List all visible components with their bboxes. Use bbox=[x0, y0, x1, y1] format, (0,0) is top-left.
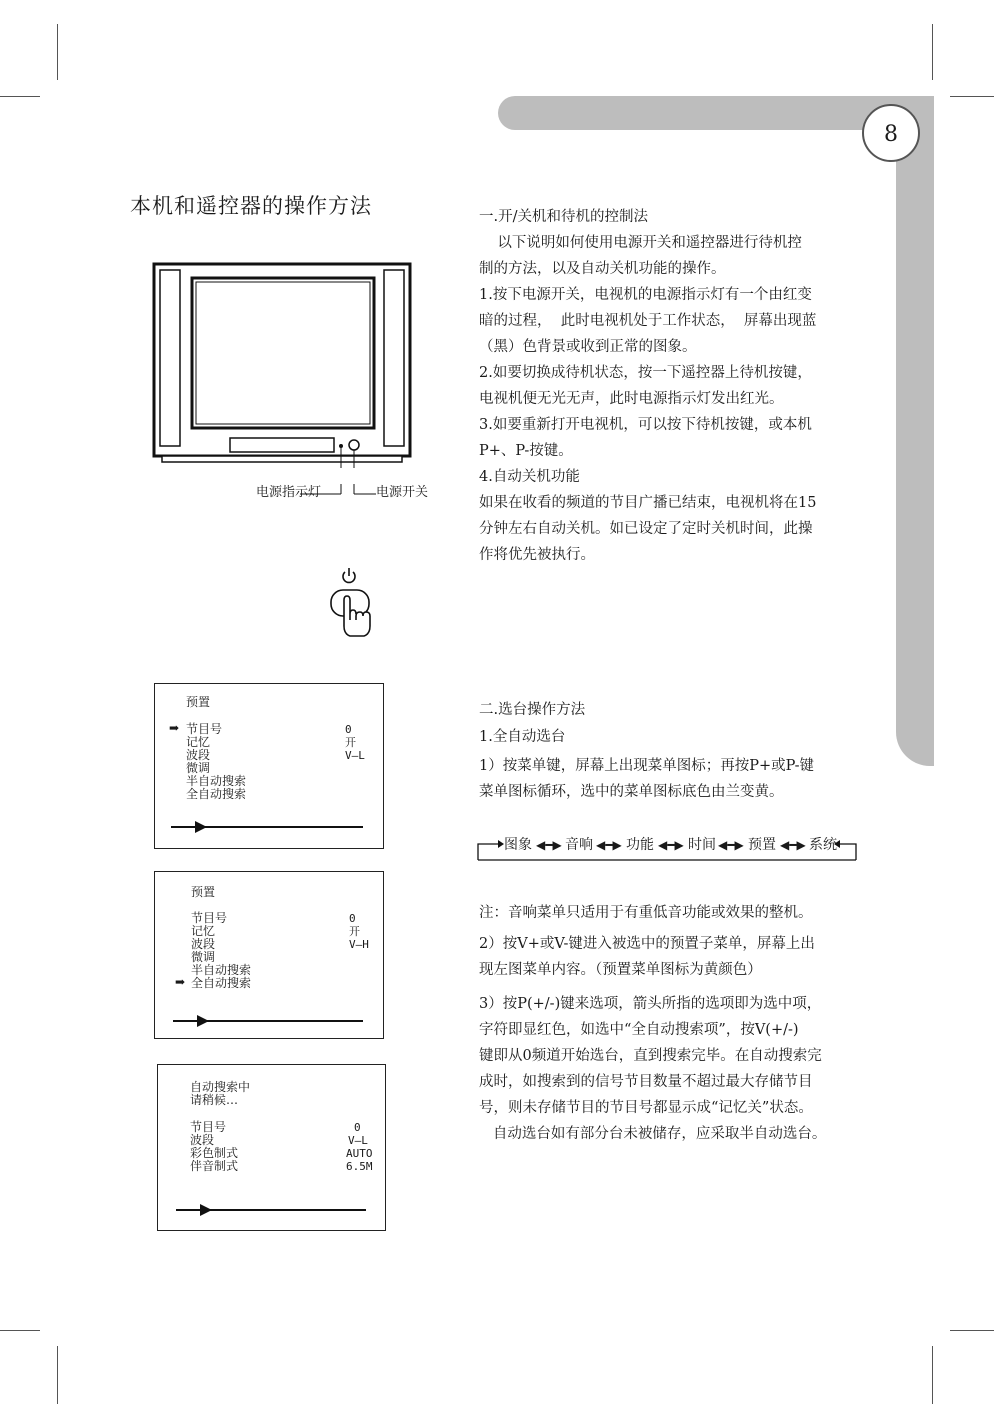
menu-value: 6.5M bbox=[346, 1160, 373, 1173]
crop-mark bbox=[932, 24, 933, 80]
menu-value: 0 bbox=[349, 912, 356, 925]
section1-line: 2.如要切换成待机状态，按一下遥控器上待机按键， bbox=[479, 365, 812, 381]
page-title: 本机和遥控器的操作方法 bbox=[130, 194, 372, 218]
section2-line: 自动选台如有部分台未被储存，应采取半自动选台。 bbox=[479, 1126, 827, 1142]
crop-mark bbox=[0, 1330, 40, 1331]
label-power-switch: 电源开关 bbox=[376, 485, 429, 500]
section2-line: 键即从0频道开始选台，直到搜索完毕。在自动搜索完 bbox=[479, 1048, 822, 1064]
menu-value: V—L bbox=[345, 749, 365, 762]
double-arrow-icon: ◀━▶ bbox=[536, 838, 562, 852]
section2-note: 注：音响菜单只适用于有重低音功能或效果的整机。 bbox=[479, 905, 813, 921]
tv-illustration bbox=[150, 258, 420, 468]
preset-menu-2 bbox=[154, 871, 384, 1039]
selection-arrow-icon: ➡ bbox=[175, 975, 186, 989]
cycle-item-preset: 预置 bbox=[748, 837, 776, 853]
double-arrow-icon: ◀━▶ bbox=[718, 838, 744, 852]
menu-value: 0 bbox=[354, 1121, 361, 1134]
section2-line: 2）按V+或V-键进入被选中的预置子菜单，屏幕上出 bbox=[479, 936, 815, 952]
menu-title-line: 自动搜索中 bbox=[190, 1080, 251, 1094]
menu-title-line: 请稍候… bbox=[190, 1093, 239, 1107]
menu-item: 微调 bbox=[186, 761, 211, 775]
menu-item: 记忆 bbox=[186, 735, 211, 749]
page-number: 8 bbox=[862, 104, 920, 162]
crop-mark bbox=[0, 96, 40, 97]
progress-arrow-icon bbox=[176, 1203, 372, 1217]
section2-heading: 二.选台操作方法 bbox=[479, 702, 586, 718]
progress-arrow-icon bbox=[173, 1014, 369, 1028]
menu-cycle-diagram bbox=[476, 836, 858, 860]
menu-title: 预置 bbox=[186, 695, 211, 709]
section2-line: 1.全自动选台 bbox=[479, 729, 566, 745]
double-arrow-icon: ◀━▶ bbox=[780, 838, 806, 852]
section1-line: 以下说明如何使用电源开关和遥控器进行待机控 bbox=[479, 235, 802, 251]
section1-line: 4.自动关机功能 bbox=[479, 469, 580, 485]
cycle-item-system: 系统 bbox=[809, 837, 837, 853]
menu-item: 节目号 bbox=[190, 1120, 227, 1134]
section2-line: 1）按菜单键，屏幕上出现菜单图标；再按P+或P-键 bbox=[479, 758, 814, 774]
section1-line: （黑）色背景或收到正常的图象。 bbox=[479, 339, 697, 355]
section1-line: 1.按下电源开关，电视机的电源指示灯有一个由红变 bbox=[479, 287, 812, 303]
menu-item: 节目号 bbox=[191, 911, 228, 925]
section2-line: 成时，如搜索到的信号节目数量不超过最大存储节目 bbox=[479, 1074, 813, 1090]
menu-item: 波段 bbox=[191, 937, 216, 951]
crop-mark bbox=[950, 1330, 994, 1331]
cycle-item-function: 功能 bbox=[626, 837, 654, 853]
preset-menu-1 bbox=[154, 683, 384, 849]
label-power-indicator: 电源指示灯 bbox=[256, 485, 322, 500]
selection-arrow-icon: ➡ bbox=[169, 721, 180, 735]
menu-item: 波段 bbox=[186, 748, 211, 762]
double-arrow-icon: ◀━▶ bbox=[658, 838, 684, 852]
section2-line: 字符即显红色，如选中“全自动搜索项”，按V(+/-) bbox=[479, 1022, 799, 1038]
menu-value: V—L bbox=[348, 1134, 368, 1147]
menu-value: V—H bbox=[349, 938, 369, 951]
section1-line: 作将优先被执行。 bbox=[479, 547, 595, 563]
menu-item: 波段 bbox=[190, 1133, 215, 1147]
section1-line: 分钟左右自动关机。如已设定了定时关机时间，此操 bbox=[479, 521, 813, 537]
section1-line: 如果在收看的频道的节目广播已结束，电视机将在15 bbox=[479, 495, 817, 511]
menu-value: 开 bbox=[345, 736, 356, 749]
section1-line: 电视机便无光无声，此时电源指示灯发出红光。 bbox=[479, 391, 784, 407]
double-arrow-icon: ◀━▶ bbox=[596, 838, 622, 852]
section2-line: 菜单图标循环，选中的菜单图标底色由兰变黄。 bbox=[479, 784, 784, 800]
section1-line: 制的方法，以及自动关机功能的操作。 bbox=[479, 261, 726, 277]
menu-item: 彩色制式 bbox=[190, 1146, 239, 1160]
crop-mark bbox=[950, 96, 994, 97]
menu-value: 0 bbox=[345, 723, 352, 736]
side-band bbox=[896, 96, 934, 766]
section1-line: P+、P-按键。 bbox=[479, 443, 573, 459]
section1-heading: 一.开/关机和待机的控制法 bbox=[479, 209, 648, 225]
section1-line: 暗的过程， 此时电视机处于工作状态， 屏幕出现蓝 bbox=[479, 313, 817, 329]
auto-search-menu bbox=[157, 1064, 386, 1231]
menu-item: 伴音制式 bbox=[190, 1159, 239, 1173]
section2-line: 现左图菜单内容。（预置菜单图标为黄颜色） bbox=[479, 962, 762, 978]
crop-mark bbox=[57, 24, 58, 80]
cycle-item-picture: 图象 bbox=[504, 837, 532, 853]
menu-item: 半自动搜索 bbox=[186, 774, 247, 788]
menu-item: 节目号 bbox=[186, 722, 223, 736]
cycle-item-time: 时间 bbox=[688, 837, 716, 853]
section2-line: 号，则未存储节目的节目号都显示成“记忆关”状态。 bbox=[479, 1100, 813, 1116]
menu-item: 全自动搜索 bbox=[191, 976, 252, 990]
menu-item: 全自动搜索 bbox=[186, 787, 247, 801]
crop-mark bbox=[932, 1346, 933, 1404]
menu-value: 开 bbox=[349, 925, 360, 938]
menu-item: 微调 bbox=[191, 950, 216, 964]
menu-item: 记忆 bbox=[191, 924, 216, 938]
menu-title: 预置 bbox=[191, 885, 216, 899]
power-hand-icon bbox=[326, 564, 378, 644]
section1-line: 3.如要重新打开电视机，可以按下待机按键，或本机 bbox=[479, 417, 812, 433]
progress-arrow-icon bbox=[171, 820, 367, 834]
cycle-item-sound: 音响 bbox=[565, 837, 593, 853]
section2-line: 3）按P(+/-)键来选项，箭头所指的选项即为选中项， bbox=[479, 996, 822, 1012]
menu-value: AUTO bbox=[346, 1147, 373, 1160]
crop-mark bbox=[57, 1346, 58, 1404]
menu-item: 半自动搜索 bbox=[191, 963, 252, 977]
